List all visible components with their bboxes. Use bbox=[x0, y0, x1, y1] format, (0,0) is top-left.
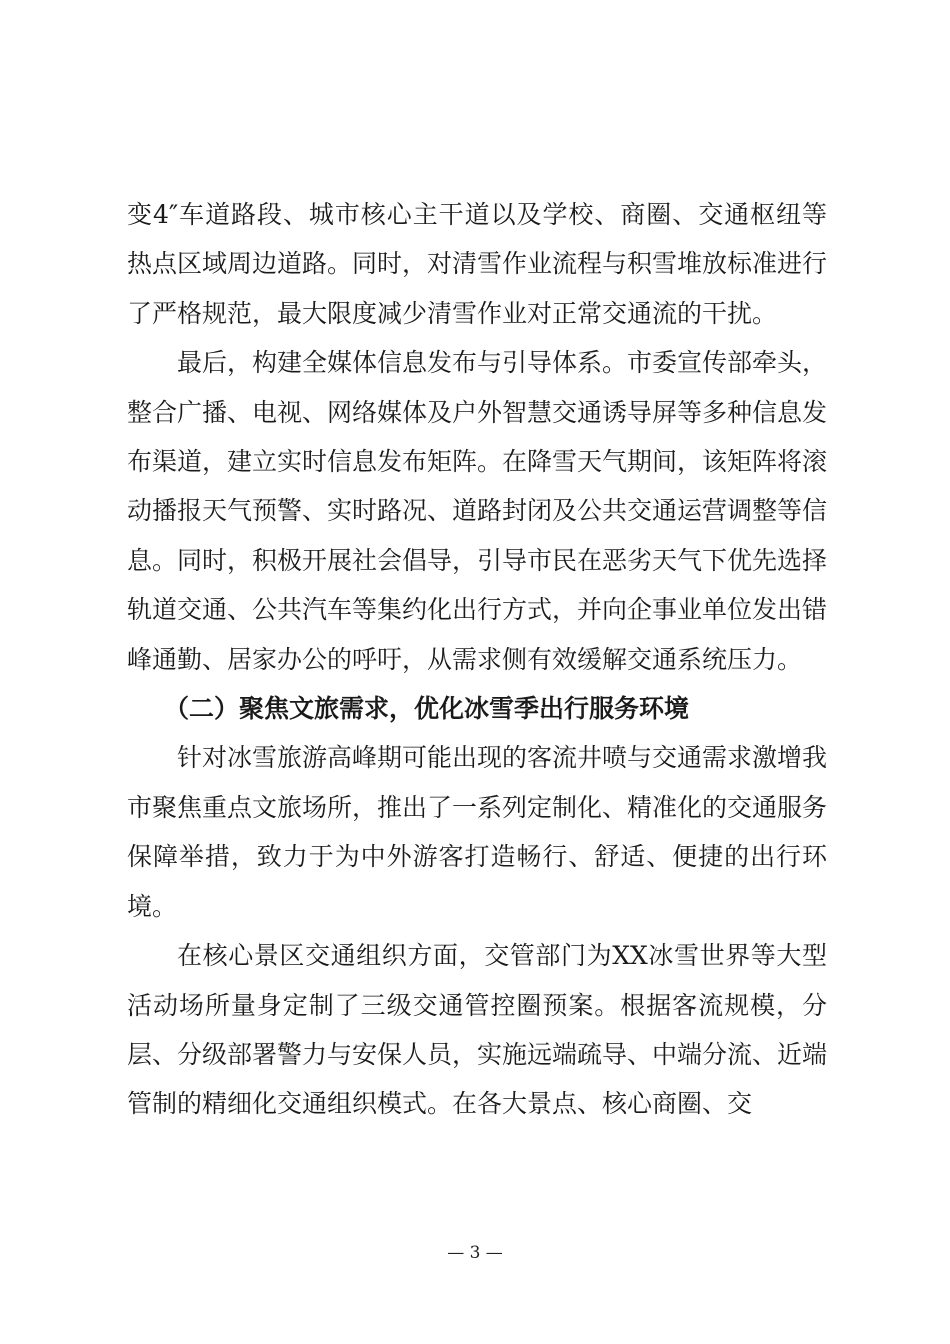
paragraph-tourism-demand: 针对冰雪旅游高峰期可能出现的客流井喷与交通需求激增我市聚焦重点文旅场所，推出了一系列定制化、精准化的交通服务保障举措，致力于为中外游客打造畅行、舒适、便捷的出行环境。 bbox=[127, 743, 828, 921]
section-heading: （二）聚焦文旅需求，优化冰雪季出行服务环境 bbox=[164, 694, 690, 724]
paragraph-media-guidance: 最后，构建全媒体信息发布与引导体系。市委宣传部牵头，整合广播、电视、网络媒体及户外智慧交通诱导屏等多种信息发布渠道，建立实时信息发布矩阵。在降雪天气期间，该矩阵将滚动播报天气预警、实时路况、道路封闭及公共交通运营调整等信息。同时，积极开展社会倡导，引导市民在恶劣天气下优先选择轨道交通、公共汽车等集约化出行方式，并向企事业单位发出错峰通勤、居家办公的呼吁，从需求侧有效缓解交通系统压力。 bbox=[127, 348, 828, 674]
document-body bbox=[127, 190, 827, 1129]
page-number: — 3 — bbox=[447, 1243, 503, 1263]
paragraph-scenic-traffic: 在核心景区交通组织方面，交管部门为XX冰雪世界等大型活动场所量身定制了三级交通管控圈预案。根据客流规模，分层、分级部署警力与安保人员，实施远端疏导、中端分流、近端管制的精细化交通组织模式。在各大景点、核心商圈、交 bbox=[127, 941, 828, 1119]
paragraph-continuation: 变4″车道路段、城市核心主干道以及学校、商圈、交通枢纽等热点区域周边道路。同时，对清雪作业流程与积雪堆放标准进行了严格规范，最大限度减少清雪作业对正常交通流的干扰。 bbox=[127, 200, 828, 328]
